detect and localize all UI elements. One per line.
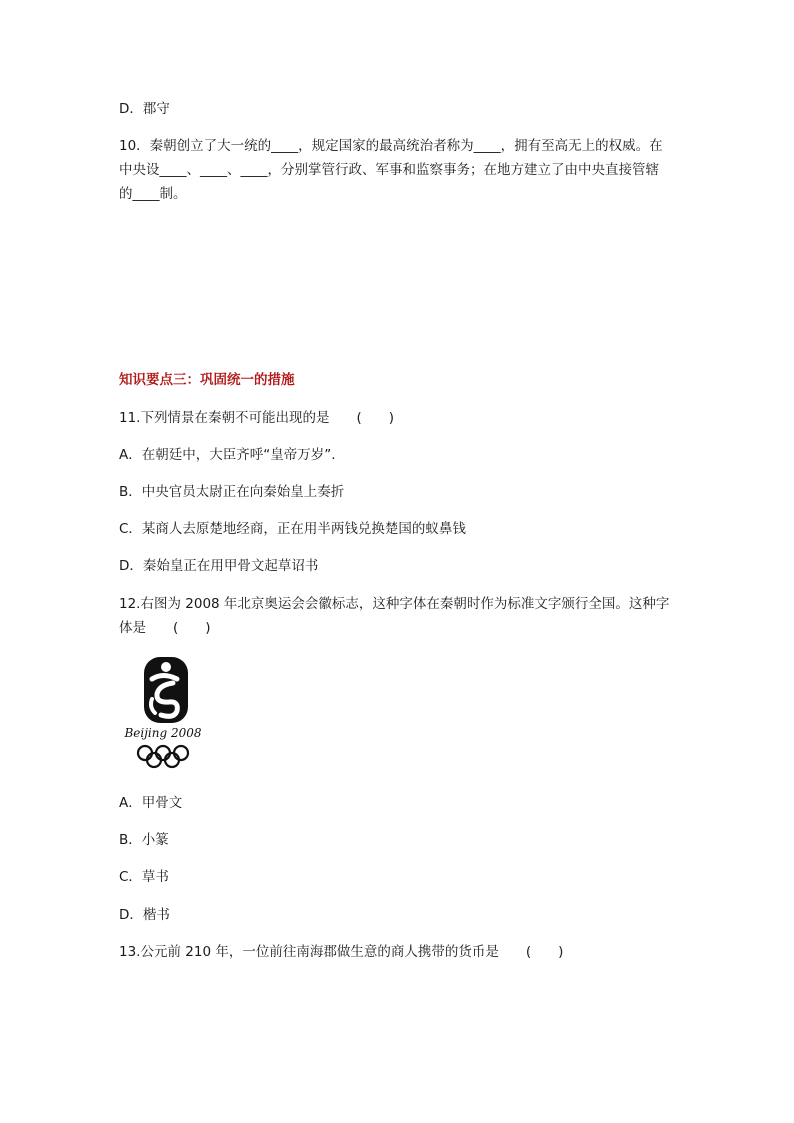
- section-3-heading: 知识要点三：巩固统一的措施: [119, 372, 295, 388]
- q11-option-d: D．秦始皇正在用甲骨文起草诏书: [119, 558, 319, 574]
- q11-option-c: C．某商人去原楚地经商，正在用半两钱兑换楚国的蚁鼻钱: [119, 521, 466, 537]
- q9-option-d: D．郡守: [119, 101, 170, 117]
- q10-line-1: 10．秦朝创立了大一统的____，规定国家的最高统治者称为____，拥有至高无上的权威。在: [119, 138, 663, 154]
- q11-option-a: A．在朝廷中，大臣齐呼“皇帝万岁”.: [119, 447, 336, 463]
- q10-line-2: 中央设____、____、____，分别掌管行政、军事和监察事务；在地方建立了由中央直接管辖: [119, 162, 659, 178]
- q11-option-b: B．中央官员太尉正在向秦始皇上奏折: [119, 484, 345, 500]
- q12-stem-line-2: 体是 ( ): [119, 620, 211, 636]
- q12-option-d: D．楷书: [119, 907, 170, 923]
- beijing-2008-olympic-emblem: [119, 655, 207, 771]
- q10-line-3: 的____制。: [119, 186, 187, 202]
- q12-stem-line-1: 12.右图为 2008 年北京奥运会会徽标志，这种字体在秦朝时作为标准文字颁行全国。这种字: [119, 596, 670, 612]
- q12-option-c: C．草书: [119, 869, 169, 885]
- q13-stem: 13.公元前 210 年，一位前往南海郡做生意的商人携带的货币是 ( ): [119, 944, 564, 960]
- q12-option-b: B．小篆: [119, 832, 169, 848]
- svg-text:Beijing 2008: Beijing 2008: [124, 726, 202, 740]
- q12-option-a: A．甲骨文: [119, 795, 183, 811]
- q11-stem: 11.下列情景在秦朝不可能出现的是 ( ): [119, 410, 395, 426]
